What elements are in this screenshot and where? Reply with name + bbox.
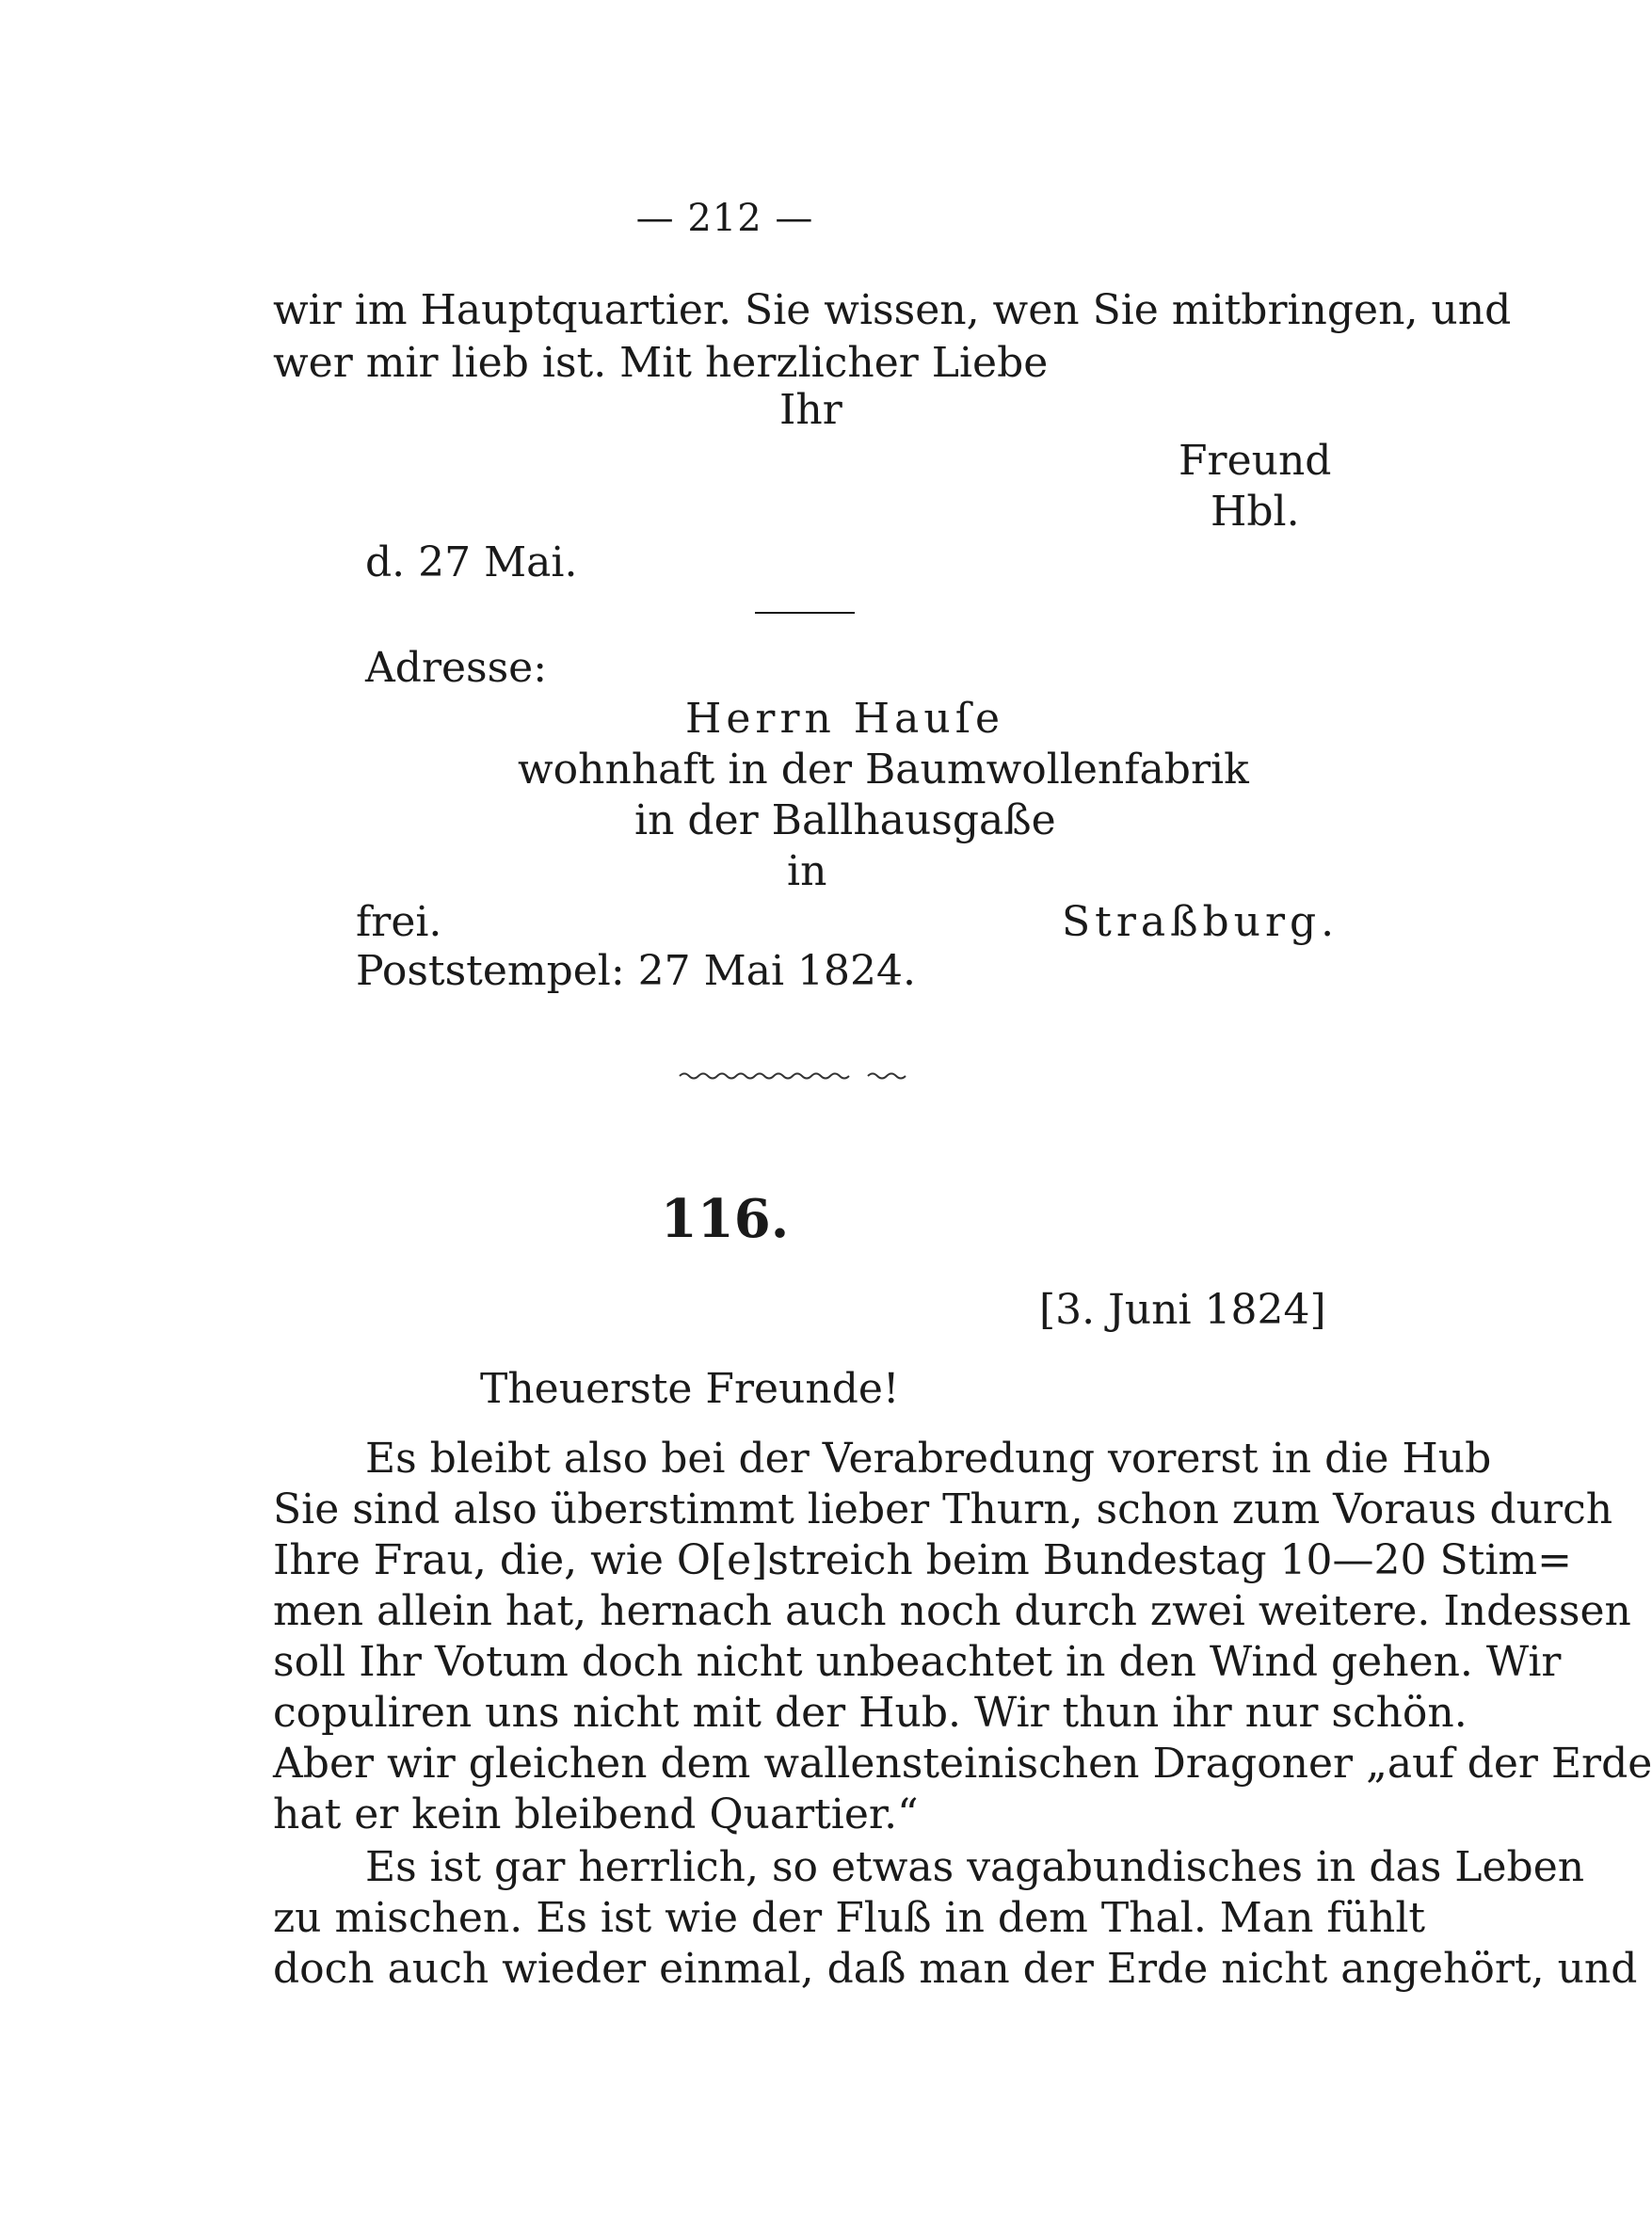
text-line: soll Ihr Votum doch nicht unbeachtet in den Wind gehen. Wir	[273, 1638, 1562, 1686]
address-line: in der Ballhausgaße	[634, 796, 1056, 844]
text-line: wir im Hauptquartier. Sie wissen, wen Sie mitbringen, und	[273, 286, 1512, 334]
text-line: men allein hat, hernach auch noch durch zwei weitere. Indessen	[273, 1587, 1631, 1635]
closing-ihr: Ihr	[779, 386, 842, 434]
text-line: Sie sind also überstimmt lieber Thurn, schon zum Voraus durch	[273, 1485, 1613, 1533]
letter-date: [3. Juni 1824]	[1039, 1286, 1326, 1334]
section-divider-rule	[755, 612, 855, 614]
text-line: hat er kein bleibend Quartier.“	[273, 1790, 919, 1838]
postage-note: frei.	[356, 898, 442, 946]
address-line: wohnhaft in der Baumwollenfabrik	[518, 746, 1249, 794]
ornamental-wavy-divider	[680, 1069, 906, 1083]
address-city: Straßburg.	[1062, 898, 1339, 946]
text-line: copuliren uns nicht mit der Hub. Wir thun ihr nur schön.	[273, 1689, 1468, 1737]
text-line: zu mischen. Es ist wie der Fluß in dem Thal. Man fühlt	[273, 1894, 1426, 1942]
text-line: Es ist gar herrlich, so etwas vagabundisches in das Leben	[365, 1843, 1585, 1891]
letter-date-short: d. 27 Mai.	[365, 538, 578, 586]
text-line: Es bleibt also bei der Verabredung vorerst in die Hub	[365, 1435, 1492, 1483]
text-line: Aber wir gleichen dem wallensteinischen Dragoner „auf der Erde	[273, 1740, 1652, 1788]
signature: Hbl.	[1211, 488, 1300, 536]
salutation: Theuerste Freunde!	[480, 1365, 900, 1413]
address-recipient: Herrn Hauſe	[685, 695, 1005, 743]
text-line: doch auch wieder einmal, daß man der Erde nicht angehört, und	[273, 1945, 1638, 1993]
closing-freund: Freund	[1179, 437, 1332, 485]
text-line: Ihre Frau, die, wie O[e]streich beim Bundestag 10—20 Stim=	[273, 1536, 1573, 1584]
address-label: Adresse:	[365, 644, 548, 692]
address-line: in	[787, 847, 827, 895]
postmark: Poststempel: 27 Mai 1824.	[356, 947, 916, 995]
letter-number: 116.	[660, 1188, 790, 1250]
text-line: wer mir lieb ist. Mit herzlicher Liebe	[273, 339, 1049, 387]
page-number: — 212 —	[635, 197, 814, 240]
